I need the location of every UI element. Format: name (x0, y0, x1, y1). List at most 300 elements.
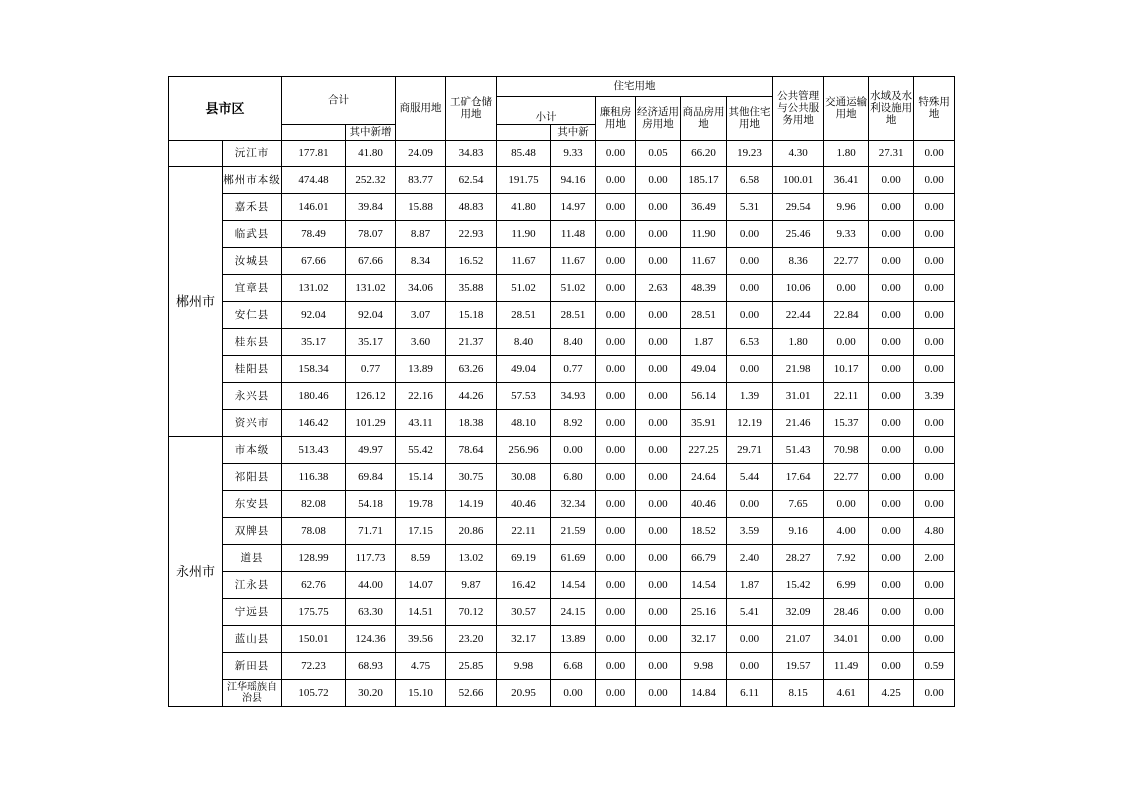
res-new-cell: 32.34 (551, 491, 596, 518)
table-row (169, 437, 955, 464)
res-subtotal-cell: 8.40 (497, 329, 551, 356)
total-cell: 474.48 (282, 167, 346, 194)
res-subtotal-cell: 51.02 (497, 275, 551, 302)
county-name-cell: 沅江市 (223, 141, 282, 167)
total-cell: 158.34 (282, 356, 346, 383)
county-name-cell: 桂东县 (223, 329, 282, 356)
special-cell: 0.00 (914, 437, 955, 464)
public-cell: 17.64 (773, 464, 824, 491)
new-cell: 30.20 (346, 680, 396, 707)
water-cell: 0.00 (869, 248, 914, 275)
county-header: 县市区 (169, 77, 282, 141)
other-res-cell: 6.58 (727, 167, 773, 194)
lowrent-cell: 0.00 (596, 518, 636, 545)
commodity-cell: 25.16 (681, 599, 727, 626)
affordable-cell: 0.00 (636, 680, 681, 707)
county-name-cell: 宁远县 (223, 599, 282, 626)
new-cell: 124.36 (346, 626, 396, 653)
public-cell: 15.42 (773, 572, 824, 599)
new-cell: 41.80 (346, 141, 396, 167)
water-header: 水域及水利设施用地 (869, 77, 914, 141)
affordable-cell: 0.00 (636, 248, 681, 275)
county-name-cell: 宜章县 (223, 275, 282, 302)
public-cell: 1.80 (773, 329, 824, 356)
other-res-cell: 0.00 (727, 248, 773, 275)
county-name-cell: 江华瑶族自治县 (223, 680, 282, 707)
water-cell: 0.00 (869, 437, 914, 464)
lowrent-cell: 0.00 (596, 410, 636, 437)
public-header: 公共管理与公共服务用地 (773, 77, 824, 141)
county-name-cell: 双牌县 (223, 518, 282, 545)
table-row (169, 275, 955, 302)
table-row (169, 518, 955, 545)
affordable-cell: 0.00 (636, 410, 681, 437)
special-cell: 0.59 (914, 653, 955, 680)
new-cell: 0.77 (346, 356, 396, 383)
public-cell: 9.16 (773, 518, 824, 545)
new-added-header: 其中新增 (346, 125, 396, 141)
commodity-cell: 56.14 (681, 383, 727, 410)
lowrent-cell: 0.00 (596, 194, 636, 221)
res-subtotal-cell: 48.10 (497, 410, 551, 437)
table-row (169, 410, 955, 437)
res-subtotal-cell: 30.57 (497, 599, 551, 626)
public-cell: 28.27 (773, 545, 824, 572)
table-row (169, 329, 955, 356)
transport-cell: 0.00 (824, 329, 869, 356)
table-row (169, 167, 955, 194)
commercial-cell: 17.15 (396, 518, 446, 545)
affordable-cell: 0.00 (636, 167, 681, 194)
county-name-cell: 蓝山县 (223, 626, 282, 653)
total-cell: 177.81 (282, 141, 346, 167)
other-res-cell: 2.40 (727, 545, 773, 572)
transport-cell: 15.37 (824, 410, 869, 437)
table-row (169, 356, 955, 383)
lowrent-cell: 0.00 (596, 599, 636, 626)
table-row (169, 464, 955, 491)
special-cell: 0.00 (914, 572, 955, 599)
res-new-cell: 6.68 (551, 653, 596, 680)
commodity-cell: 11.67 (681, 248, 727, 275)
other-res-cell: 1.39 (727, 383, 773, 410)
transport-cell: 0.00 (824, 275, 869, 302)
new-cell: 71.71 (346, 518, 396, 545)
commodity-cell: 40.46 (681, 491, 727, 518)
commercial-cell: 22.16 (396, 383, 446, 410)
water-cell: 0.00 (869, 653, 914, 680)
commercial-cell: 15.14 (396, 464, 446, 491)
industrial-cell: 23.20 (446, 626, 497, 653)
public-cell: 22.44 (773, 302, 824, 329)
lowrent-cell: 0.00 (596, 383, 636, 410)
county-name-cell: 东安县 (223, 491, 282, 518)
county-name-cell: 祁阳县 (223, 464, 282, 491)
lowrent-cell: 0.00 (596, 356, 636, 383)
commodity-cell: 14.54 (681, 572, 727, 599)
industrial-cell: 20.86 (446, 518, 497, 545)
total-cell: 82.08 (282, 491, 346, 518)
county-name-cell: 桂阳县 (223, 356, 282, 383)
res-subtotal-cell: 30.08 (497, 464, 551, 491)
commodity-cell: 49.04 (681, 356, 727, 383)
water-cell: 0.00 (869, 599, 914, 626)
res-subtotal-cell: 28.51 (497, 302, 551, 329)
commercial-cell: 24.09 (396, 141, 446, 167)
industrial-cell: 25.85 (446, 653, 497, 680)
lowrent-cell: 0.00 (596, 302, 636, 329)
water-cell: 0.00 (869, 545, 914, 572)
industrial-cell: 34.83 (446, 141, 497, 167)
special-cell: 0.00 (914, 491, 955, 518)
water-cell: 0.00 (869, 572, 914, 599)
industrial-cell: 35.88 (446, 275, 497, 302)
lowrent-cell: 0.00 (596, 329, 636, 356)
special-cell: 0.00 (914, 141, 955, 167)
transport-cell: 9.33 (824, 221, 869, 248)
lowrent-cell: 0.00 (596, 248, 636, 275)
total-cell: 128.99 (282, 545, 346, 572)
res-new-cell: 11.48 (551, 221, 596, 248)
res-subtotal-cell: 11.67 (497, 248, 551, 275)
affordable-cell: 0.00 (636, 356, 681, 383)
affordable-cell: 0.00 (636, 329, 681, 356)
lowrent-cell: 0.00 (596, 572, 636, 599)
water-cell: 0.00 (869, 464, 914, 491)
res-subtotal-cell: 16.42 (497, 572, 551, 599)
other-res-cell: 0.00 (727, 653, 773, 680)
commodity-cell: 14.84 (681, 680, 727, 707)
commodity-cell: 66.20 (681, 141, 727, 167)
lowrent-cell: 0.00 (596, 437, 636, 464)
lowrent-cell: 0.00 (596, 491, 636, 518)
county-name-cell: 永兴县 (223, 383, 282, 410)
county-name-cell: 郴州市本级 (223, 167, 282, 194)
commercial-cell: 14.51 (396, 599, 446, 626)
total-cell: 67.66 (282, 248, 346, 275)
commodity-cell: 9.98 (681, 653, 727, 680)
res-new-cell: 8.92 (551, 410, 596, 437)
other-res-cell: 6.53 (727, 329, 773, 356)
affordable-cell: 0.00 (636, 383, 681, 410)
land-use-table (168, 76, 955, 707)
res-subtotal-cell: 256.96 (497, 437, 551, 464)
affordable-cell: 0.00 (636, 626, 681, 653)
public-cell: 7.65 (773, 491, 824, 518)
commercial-cell: 34.06 (396, 275, 446, 302)
total-cell: 513.43 (282, 437, 346, 464)
res-subtotal-cell: 57.53 (497, 383, 551, 410)
table-row (169, 383, 955, 410)
industrial-cell: 30.75 (446, 464, 497, 491)
special-cell: 0.00 (914, 167, 955, 194)
public-cell: 21.07 (773, 626, 824, 653)
subtotal-header: 小计 (497, 97, 596, 125)
lowrent-cell: 0.00 (596, 626, 636, 653)
res-subtotal-cell: 11.90 (497, 221, 551, 248)
special-cell: 2.00 (914, 545, 955, 572)
commercial-cell: 55.42 (396, 437, 446, 464)
water-cell: 0.00 (869, 518, 914, 545)
industrial-cell: 13.02 (446, 545, 497, 572)
industrial-cell: 44.26 (446, 383, 497, 410)
lowrent-cell: 0.00 (596, 167, 636, 194)
public-cell: 25.46 (773, 221, 824, 248)
commodity-cell: 18.52 (681, 518, 727, 545)
transport-cell: 10.17 (824, 356, 869, 383)
new-cell: 252.32 (346, 167, 396, 194)
commercial-cell: 83.77 (396, 167, 446, 194)
res-new-cell: 0.00 (551, 437, 596, 464)
res-new-cell: 61.69 (551, 545, 596, 572)
total-cell: 35.17 (282, 329, 346, 356)
table-row (169, 194, 955, 221)
public-cell: 31.01 (773, 383, 824, 410)
affordable-cell: 0.00 (636, 518, 681, 545)
table-row (169, 572, 955, 599)
special-cell: 0.00 (914, 599, 955, 626)
lowrent-cell: 0.00 (596, 221, 636, 248)
industrial-cell: 70.12 (446, 599, 497, 626)
commodity-header: 商品房用地 (681, 97, 727, 141)
city-cell: 郴州市 (169, 167, 223, 437)
public-cell: 4.30 (773, 141, 824, 167)
affordable-header: 经济适用房用地 (636, 97, 681, 141)
transport-cell: 11.49 (824, 653, 869, 680)
other-res-cell: 0.00 (727, 491, 773, 518)
industrial-cell: 22.93 (446, 221, 497, 248)
water-cell: 27.31 (869, 141, 914, 167)
other-res-cell: 5.41 (727, 599, 773, 626)
transport-cell: 0.00 (824, 491, 869, 518)
industrial-header: 工矿仓储用地 (446, 77, 497, 141)
other-res-cell: 29.71 (727, 437, 773, 464)
res-new-cell: 21.59 (551, 518, 596, 545)
commodity-cell: 185.17 (681, 167, 727, 194)
special-cell: 0.00 (914, 680, 955, 707)
total-cell: 105.72 (282, 680, 346, 707)
transport-cell: 4.00 (824, 518, 869, 545)
res-new-cell: 24.15 (551, 599, 596, 626)
industrial-cell: 14.19 (446, 491, 497, 518)
industrial-cell: 18.38 (446, 410, 497, 437)
affordable-cell: 0.00 (636, 302, 681, 329)
commercial-cell: 14.07 (396, 572, 446, 599)
public-cell: 29.54 (773, 194, 824, 221)
table-row (169, 248, 955, 275)
other-res-cell: 19.23 (727, 141, 773, 167)
other-res-cell: 0.00 (727, 626, 773, 653)
res-new-cell: 11.67 (551, 248, 596, 275)
special-cell: 0.00 (914, 302, 955, 329)
county-name-cell: 江永县 (223, 572, 282, 599)
lowrent-cell: 0.00 (596, 464, 636, 491)
public-cell: 19.57 (773, 653, 824, 680)
special-cell: 0.00 (914, 356, 955, 383)
res-new-cell: 0.77 (551, 356, 596, 383)
res-subtotal-cell: 9.98 (497, 653, 551, 680)
commodity-cell: 32.17 (681, 626, 727, 653)
transport-cell: 9.96 (824, 194, 869, 221)
table-row (169, 491, 955, 518)
transport-cell: 22.84 (824, 302, 869, 329)
county-name-cell: 市本级 (223, 437, 282, 464)
new-cell: 68.93 (346, 653, 396, 680)
water-cell: 0.00 (869, 626, 914, 653)
new-cell: 126.12 (346, 383, 396, 410)
other-res-cell: 0.00 (727, 356, 773, 383)
industrial-cell: 78.64 (446, 437, 497, 464)
res-new-cell: 14.97 (551, 194, 596, 221)
transport-cell: 6.99 (824, 572, 869, 599)
residential-header: 住宅用地 (497, 77, 773, 97)
res-new-cell: 0.00 (551, 680, 596, 707)
public-cell: 100.01 (773, 167, 824, 194)
new-cell: 35.17 (346, 329, 396, 356)
public-cell: 21.46 (773, 410, 824, 437)
special-cell: 3.39 (914, 383, 955, 410)
county-name-cell: 汝城县 (223, 248, 282, 275)
special-cell: 0.00 (914, 248, 955, 275)
total-cell: 72.23 (282, 653, 346, 680)
transport-cell: 22.77 (824, 464, 869, 491)
commercial-cell: 8.34 (396, 248, 446, 275)
res-subtotal-cell: 191.75 (497, 167, 551, 194)
res-new-cell: 51.02 (551, 275, 596, 302)
special-cell: 0.00 (914, 221, 955, 248)
new-cell: 39.84 (346, 194, 396, 221)
affordable-cell: 0.00 (636, 437, 681, 464)
new-cell: 49.97 (346, 437, 396, 464)
res-subtotal-cell: 49.04 (497, 356, 551, 383)
commodity-cell: 1.87 (681, 329, 727, 356)
transport-cell: 1.80 (824, 141, 869, 167)
water-cell: 0.00 (869, 167, 914, 194)
industrial-cell: 15.18 (446, 302, 497, 329)
lowrent-cell: 0.00 (596, 275, 636, 302)
total-cell: 78.49 (282, 221, 346, 248)
commercial-cell: 13.89 (396, 356, 446, 383)
transport-cell: 22.11 (824, 383, 869, 410)
new-cell: 54.18 (346, 491, 396, 518)
other-res-cell: 1.87 (727, 572, 773, 599)
commodity-cell: 35.91 (681, 410, 727, 437)
res-new-cell: 13.89 (551, 626, 596, 653)
affordable-cell: 0.00 (636, 221, 681, 248)
transport-cell: 22.77 (824, 248, 869, 275)
county-name-cell: 资兴市 (223, 410, 282, 437)
new-cell: 117.73 (346, 545, 396, 572)
table-row (169, 626, 955, 653)
new-cell: 44.00 (346, 572, 396, 599)
affordable-cell: 0.00 (636, 464, 681, 491)
water-cell: 0.00 (869, 410, 914, 437)
commodity-cell: 24.64 (681, 464, 727, 491)
special-cell: 0.00 (914, 194, 955, 221)
table-row (169, 599, 955, 626)
lowrent-cell: 0.00 (596, 141, 636, 167)
res-subtotal-cell: 40.46 (497, 491, 551, 518)
total-cell: 78.08 (282, 518, 346, 545)
other-res-cell: 12.19 (727, 410, 773, 437)
table-row (169, 302, 955, 329)
other-res-cell: 6.11 (727, 680, 773, 707)
water-cell: 0.00 (869, 356, 914, 383)
commodity-cell: 11.90 (681, 221, 727, 248)
total-cell: 180.46 (282, 383, 346, 410)
commercial-cell: 39.56 (396, 626, 446, 653)
res-new-cell: 34.93 (551, 383, 596, 410)
commodity-cell: 48.39 (681, 275, 727, 302)
city-cell (169, 141, 223, 167)
county-name-cell: 安仁县 (223, 302, 282, 329)
special-cell: 0.00 (914, 275, 955, 302)
lowrent-cell: 0.00 (596, 545, 636, 572)
other-res-cell: 5.44 (727, 464, 773, 491)
affordable-cell: 0.00 (636, 653, 681, 680)
public-cell: 8.15 (773, 680, 824, 707)
public-cell: 51.43 (773, 437, 824, 464)
commercial-cell: 4.75 (396, 653, 446, 680)
commercial-cell: 15.88 (396, 194, 446, 221)
transport-header: 交通运输用地 (824, 77, 869, 141)
commodity-cell: 66.79 (681, 545, 727, 572)
new-cell: 63.30 (346, 599, 396, 626)
total-header: 合计 (282, 77, 396, 125)
res-subtotal-cell: 32.17 (497, 626, 551, 653)
county-name-cell: 新田县 (223, 653, 282, 680)
special-cell: 0.00 (914, 410, 955, 437)
transport-cell: 4.61 (824, 680, 869, 707)
res-new-cell: 9.33 (551, 141, 596, 167)
new-cell: 78.07 (346, 221, 396, 248)
transport-cell: 34.01 (824, 626, 869, 653)
other-res-cell: 0.00 (727, 221, 773, 248)
res-subtotal-cell: 85.48 (497, 141, 551, 167)
total-cell: 116.38 (282, 464, 346, 491)
water-cell: 0.00 (869, 302, 914, 329)
table-row (169, 221, 955, 248)
commercial-cell: 19.78 (396, 491, 446, 518)
industrial-cell: 63.26 (446, 356, 497, 383)
commercial-cell: 8.87 (396, 221, 446, 248)
subtotal-blank-cell (497, 125, 551, 141)
county-name-cell: 临武县 (223, 221, 282, 248)
industrial-cell: 52.66 (446, 680, 497, 707)
total-cell: 150.01 (282, 626, 346, 653)
affordable-cell: 0.05 (636, 141, 681, 167)
commodity-cell: 36.49 (681, 194, 727, 221)
transport-cell: 28.46 (824, 599, 869, 626)
new-cell: 101.29 (346, 410, 396, 437)
res-subtotal-cell: 22.11 (497, 518, 551, 545)
table-row (169, 653, 955, 680)
new-cell: 67.66 (346, 248, 396, 275)
res-new-cell: 94.16 (551, 167, 596, 194)
commodity-cell: 227.25 (681, 437, 727, 464)
affordable-cell: 0.00 (636, 599, 681, 626)
special-cell: 0.00 (914, 464, 955, 491)
lowrent-cell: 0.00 (596, 653, 636, 680)
res-subtotal-cell: 20.95 (497, 680, 551, 707)
other-res-cell: 3.59 (727, 518, 773, 545)
other-res-cell: 0.00 (727, 275, 773, 302)
lowrent-cell: 0.00 (596, 680, 636, 707)
commercial-cell: 3.60 (396, 329, 446, 356)
industrial-cell: 62.54 (446, 167, 497, 194)
total-blank-cell (282, 125, 346, 141)
water-cell: 0.00 (869, 194, 914, 221)
